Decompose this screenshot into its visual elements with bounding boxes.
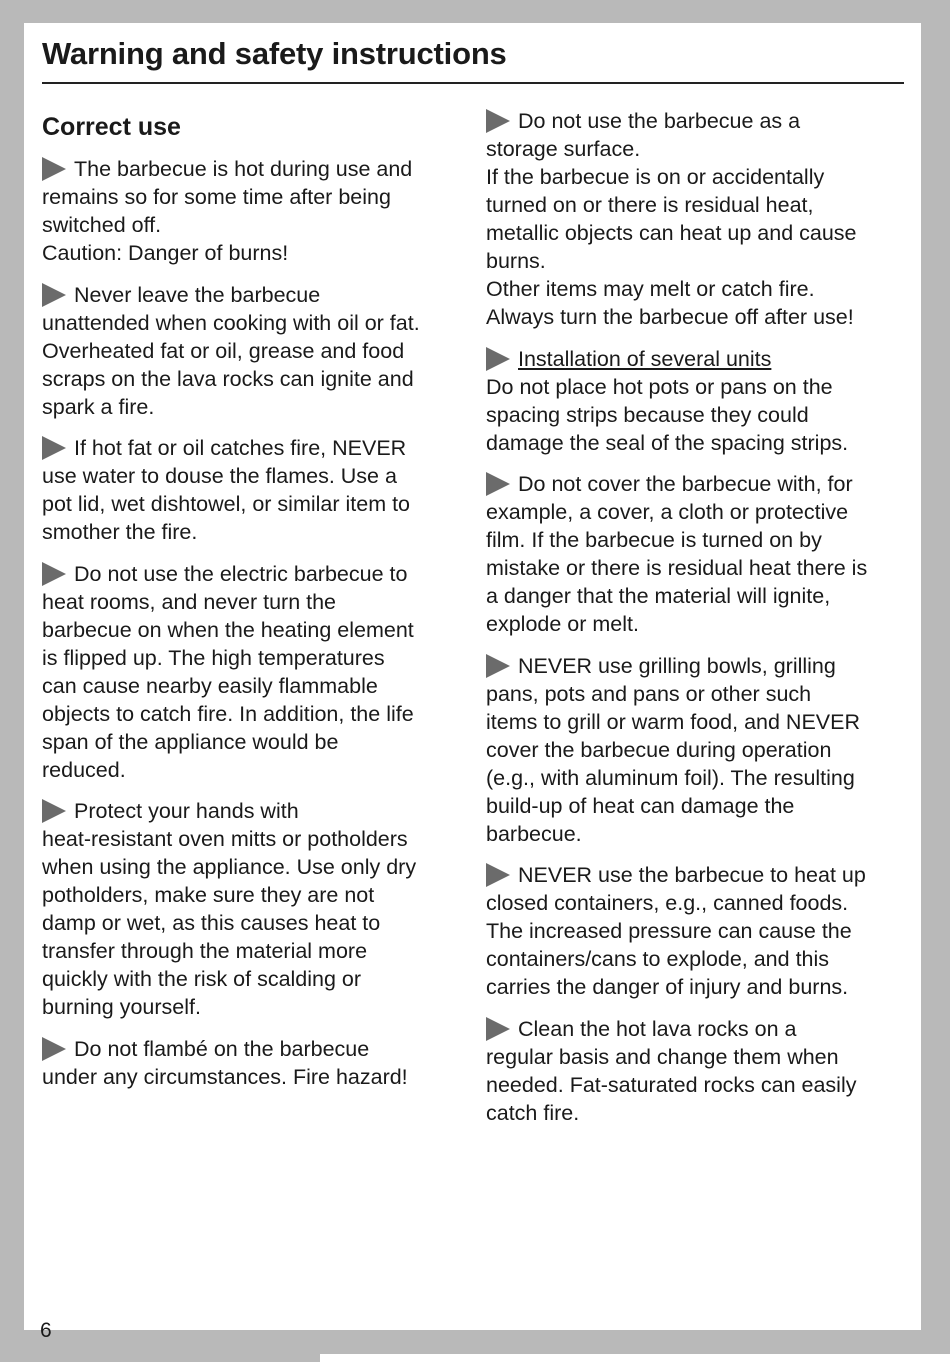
warning-paragraph	[486, 345, 906, 457]
paragraph-line: when using the appliance. Use only dry	[42, 855, 417, 879]
paragraph-line: switched off.	[42, 213, 162, 237]
paragraph-line: regular basis and change them when	[486, 1044, 839, 1069]
paragraph-text: Clean the hot lava rocks on a	[518, 1016, 797, 1041]
paragraph-line	[42, 560, 462, 588]
paragraph-line: pans, pots and pans or other such	[486, 681, 812, 706]
triangle-arrow-icon	[486, 109, 510, 133]
paragraph-line	[486, 652, 906, 680]
paragraph-line: use water to douse the flames. Use a	[42, 464, 397, 488]
warning-paragraph	[42, 434, 462, 546]
page-edge-strip	[320, 1354, 950, 1362]
paragraph-line: The increased pressure can cause the	[486, 919, 852, 943]
paragraph-text: NEVER use grilling bowls, grilling	[518, 653, 836, 678]
paragraph-line: damp or wet, as this causes heat to	[42, 911, 381, 935]
paragraph-line: is flipped up. The high temperatures	[42, 645, 385, 670]
paragraph-line: example, a cover, a cloth or protective	[486, 500, 849, 524]
paragraph-line	[486, 1015, 906, 1043]
paragraph-line	[42, 797, 462, 825]
paragraph-line: metallic objects can heat up and cause	[486, 221, 857, 245]
paragraph-text: Do not cover the barbecue with, for	[518, 472, 853, 496]
paragraph-line: objects to catch fire. In addition, the life	[42, 701, 414, 726]
paragraph-text: Protect your hands with	[74, 799, 299, 823]
paragraph-line: needed. Fat-saturated rocks can easily	[486, 1072, 857, 1097]
paragraph-line: containers/cans to explode, and this	[486, 947, 830, 971]
paragraph-line: Other items may melt or catch fire.	[486, 277, 815, 301]
paragraph-line	[486, 345, 906, 373]
warning-paragraph	[486, 861, 906, 1001]
paragraph-text: If hot fat or oil catches fire, NEVER	[74, 436, 407, 460]
paragraph-line: spark a fire.	[42, 394, 155, 419]
paragraph-line: Do not place hot pots or pans on the	[486, 374, 833, 399]
triangle-arrow-icon	[486, 1017, 510, 1041]
paragraph-line: turned on or there is residual heat,	[486, 193, 814, 217]
triangle-arrow-icon	[42, 562, 66, 586]
warning-paragraph	[486, 652, 906, 848]
triangle-arrow-icon	[486, 654, 510, 678]
paragraph-text: Never leave the barbecue	[74, 282, 321, 307]
triangle-arrow-icon	[42, 283, 66, 307]
left-column	[42, 107, 462, 1104]
warning-paragraph	[42, 797, 462, 1021]
paragraph-line: transfer through the material more	[42, 939, 368, 963]
warning-paragraph	[486, 107, 906, 331]
title-divider	[42, 82, 904, 84]
paragraph-line: unattended when cooking with oil or fat.	[42, 310, 420, 335]
paragraph-line: Caution: Danger of burns!	[42, 241, 289, 265]
triangle-arrow-icon	[486, 863, 510, 887]
paragraph-line: If the barbecue is on or accidentally	[486, 165, 825, 189]
paragraph-line: burns.	[486, 249, 546, 273]
paragraph-line: explode or melt.	[486, 612, 639, 636]
warning-paragraph	[42, 155, 462, 267]
triangle-arrow-icon	[42, 1037, 66, 1061]
paragraph-line: reduced.	[42, 757, 126, 782]
paragraph-line: quickly with the risk of scalding or	[42, 967, 362, 991]
paragraph-line: barbecue.	[486, 821, 582, 846]
paragraph-line: heat-resistant oven mitts or potholders	[42, 827, 408, 851]
paragraph-line: mistake or there is residual heat there is	[486, 556, 868, 580]
paragraph-line: Overheated fat or oil, grease and food	[42, 338, 405, 363]
paragraph-line: Always turn the barbecue off after use!	[486, 305, 854, 329]
paragraph-line: film. If the barbecue is turned on by	[486, 528, 822, 552]
paragraph-line: closed containers, e.g., canned foods.	[486, 891, 849, 915]
paragraph-text: NEVER use the barbecue to heat up	[518, 863, 866, 887]
page-number: 6	[40, 1319, 52, 1342]
paragraph-line	[486, 107, 906, 135]
paragraph-line: pot lid, wet dishtowel, or similar item to	[42, 492, 411, 516]
paragraph-line	[486, 470, 906, 498]
paragraph-text: Do not use the electric barbecue to	[74, 561, 408, 586]
paragraph-line: items to grill or warm food, and NEVER	[486, 709, 860, 734]
paragraph-line: scraps on the lava rocks can ignite and	[42, 366, 414, 391]
manual-page	[24, 23, 921, 1342]
paragraph-line	[42, 434, 462, 462]
paragraph-line: spacing strips because they could	[486, 402, 809, 427]
right-column	[486, 107, 906, 1140]
triangle-arrow-icon	[42, 157, 66, 181]
paragraph-line: smother the fire.	[42, 520, 198, 544]
paragraph-line: span of the appliance would be	[42, 729, 339, 754]
paragraph-line: cover the barbecue during operation	[486, 737, 832, 762]
paragraph-line: catch fire.	[486, 1100, 580, 1125]
paragraph-line: (e.g., with aluminum foil). The resulting	[486, 765, 855, 790]
paragraph-line: storage surface.	[486, 137, 641, 161]
paragraph-line: carries the danger of injury and burns.	[486, 975, 849, 999]
paragraph-line	[42, 1035, 462, 1063]
paragraph-line: heat rooms, and never turn the	[42, 589, 337, 614]
paragraph-line: burning yourself.	[42, 995, 201, 1019]
warning-paragraph	[486, 1015, 906, 1127]
paragraph-line	[42, 155, 462, 183]
paragraph-text: The barbecue is hot during use and	[74, 157, 413, 181]
triangle-arrow-icon	[42, 799, 66, 823]
triangle-arrow-icon	[486, 472, 510, 496]
subheading-installation: Installation of several units	[518, 346, 772, 371]
paragraph-line: potholders, make sure they are not	[42, 883, 375, 907]
paragraph-line: can cause nearby easily flammable	[42, 673, 378, 698]
section-heading: Correct use	[42, 113, 181, 141]
paragraph-line: under any circumstances. Fire hazard!	[42, 1064, 408, 1089]
paragraph-line: a danger that the material will ignite,	[486, 584, 831, 608]
triangle-arrow-icon	[42, 436, 66, 460]
paragraph-text: Do not use the barbecue as a	[518, 109, 801, 133]
triangle-arrow-icon	[486, 347, 510, 371]
paragraph-line: damage the seal of the spacing strips.	[486, 430, 849, 455]
paragraph-line: build-up of heat can damage the	[486, 793, 795, 818]
warning-paragraph	[42, 1035, 462, 1091]
warning-paragraph	[42, 281, 462, 421]
paragraph-line	[42, 281, 462, 309]
paragraph-text: Do not flambé on the barbecue	[74, 1036, 370, 1061]
page-title: Warning and safety instructions	[42, 36, 507, 71]
paragraph-line: barbecue on when the heating element	[42, 617, 414, 642]
paragraph-line	[486, 861, 906, 889]
paragraph-line: remains so for some time after being	[42, 185, 391, 209]
warning-paragraph	[486, 470, 906, 638]
warning-paragraph	[42, 560, 462, 784]
